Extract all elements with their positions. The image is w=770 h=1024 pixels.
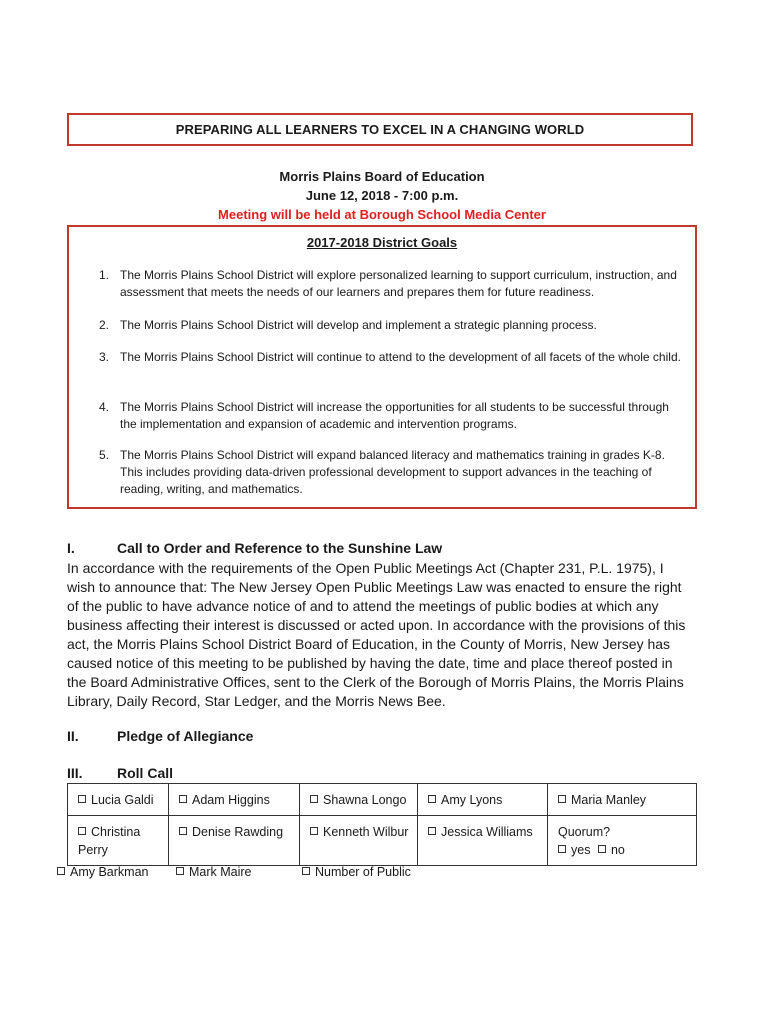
meeting-location: Meeting will be held at Borough School Media Center — [218, 207, 546, 222]
member-name: Amy Lyons — [441, 793, 503, 807]
section-call-to-order — [67, 540, 442, 556]
checkbox-icon[interactable] — [310, 827, 318, 835]
goal-item — [99, 317, 684, 334]
checkbox-icon[interactable] — [302, 867, 310, 875]
member-name: Shawna Longo — [323, 793, 407, 807]
goal-item — [99, 349, 684, 366]
quorum-label: Quorum? — [558, 825, 611, 839]
sunshine-law-text: In accordance with the requirements of the Open Public Meetings Act (Chapter 231, P.L. 1975), I wish to announce that: The New Jersey Open Public Meetings Law was enacted to ensure the right of the public to have advance notice of and to attend the meetings of public bodies at which any business affecting their interest is discussed or acted upon. In accordance with the provisions of this act, the Morris Plains School District Board of Education, in the County of Morris, New Jersey has caused notice of this meeting to be published by having the date, time and place thereof posted in the Board Administrative Offices, sent to the Clerk of the Borough of Morris Plains, the Morris Plains Library, Daily Record, Star Ledger, and the Morris News Bee. — [67, 560, 686, 709]
goal-number: 5. — [99, 448, 110, 462]
roll-cell — [68, 784, 169, 816]
checkbox-icon[interactable] — [78, 795, 86, 803]
member-name: Denise Rawding — [192, 825, 284, 839]
mission-banner-text: PREPARING ALL LEARNERS TO EXCEL IN A CHANGING WORLD — [175, 122, 585, 137]
section-title: Pledge of Allegiance — [117, 728, 254, 744]
quorum-yes: yes — [571, 843, 591, 857]
meeting-date: June 12, 2018 - 7:00 p.m. — [305, 188, 459, 203]
member-name: Adam Higgins — [192, 793, 270, 807]
checkbox-icon[interactable] — [428, 827, 436, 835]
member-name: Kenneth Wilbur — [323, 825, 409, 839]
board-name: Morris Plains Board of Education — [279, 169, 485, 184]
table-row — [68, 816, 697, 866]
checkbox-icon[interactable] — [598, 845, 606, 853]
goal-text: The Morris Plains School District will develop and implement a strategic planning process. — [120, 318, 597, 332]
goal-text: The Morris Plains School District will explore personalized learning to support curriculum, instruction, and assessment that meets the needs of our learners and prepares them for future readiness. — [120, 268, 677, 299]
goal-item — [99, 399, 684, 433]
member-name: Jessica Williams — [441, 825, 533, 839]
checkbox-icon[interactable] — [179, 827, 187, 835]
member-name: Christina Perry — [78, 825, 141, 857]
checkbox-icon[interactable] — [558, 795, 566, 803]
section-number: III. — [67, 765, 83, 781]
goal-number: 3. — [99, 350, 110, 364]
table-row — [68, 784, 697, 816]
checkbox-icon[interactable] — [179, 795, 187, 803]
roll-cell — [418, 784, 548, 816]
section-title: Roll Call — [117, 765, 174, 781]
checkbox-icon[interactable] — [558, 845, 566, 853]
public-count-label: Number of Public — [315, 865, 411, 879]
district-goals-box — [67, 225, 697, 509]
member-name: Maria Manley — [571, 793, 647, 807]
roll-cell — [169, 816, 300, 866]
extra-attendee — [57, 865, 149, 879]
roll-call-table — [67, 783, 697, 866]
goal-item — [99, 267, 684, 301]
extra-attendee — [176, 865, 252, 879]
extra-attendee — [302, 865, 411, 879]
roll-cell — [300, 816, 418, 866]
goal-item — [99, 447, 684, 498]
member-name: Mark Maire — [189, 865, 252, 879]
section-number: I. — [67, 540, 75, 556]
quorum-no: no — [610, 843, 625, 857]
roll-cell — [418, 816, 548, 866]
goal-number: 4. — [99, 400, 110, 414]
checkbox-icon[interactable] — [176, 867, 184, 875]
goals-title: 2017-2018 District Goals — [306, 235, 458, 250]
quorum-cell — [548, 816, 697, 866]
section-number: II. — [67, 728, 79, 744]
roll-cell — [300, 784, 418, 816]
checkbox-icon[interactable] — [428, 795, 436, 803]
roll-cell — [548, 784, 697, 816]
checkbox-icon[interactable] — [57, 867, 65, 875]
member-name: Amy Barkman — [70, 865, 149, 879]
roll-cell — [169, 784, 300, 816]
section-pledge — [67, 728, 253, 744]
checkbox-icon[interactable] — [78, 827, 86, 835]
checkbox-icon[interactable] — [310, 795, 318, 803]
section-title: Call to Order and Reference to the Sunshine Law — [117, 540, 443, 556]
goal-number: 2. — [99, 318, 110, 332]
quorum-options — [558, 841, 688, 859]
goal-text: The Morris Plains School District will continue to attend to the development of all facets of the whole child. — [120, 350, 681, 364]
goal-text: The Morris Plains School District will increase the opportunities for all students to be successful through the implementation and expansion of academic and intervention programs. — [120, 400, 669, 431]
goal-number: 1. — [99, 268, 110, 282]
section-roll-call — [67, 765, 173, 781]
mission-banner — [67, 113, 693, 146]
roll-cell — [68, 816, 169, 866]
goal-text: The Morris Plains School District will expand balanced literacy and mathematics training in grades K-8. This includes providing data-driven professional development to support advances in the teaching of reading, writing, and mathematics. — [120, 448, 665, 496]
member-name: Lucia Galdi — [91, 793, 154, 807]
